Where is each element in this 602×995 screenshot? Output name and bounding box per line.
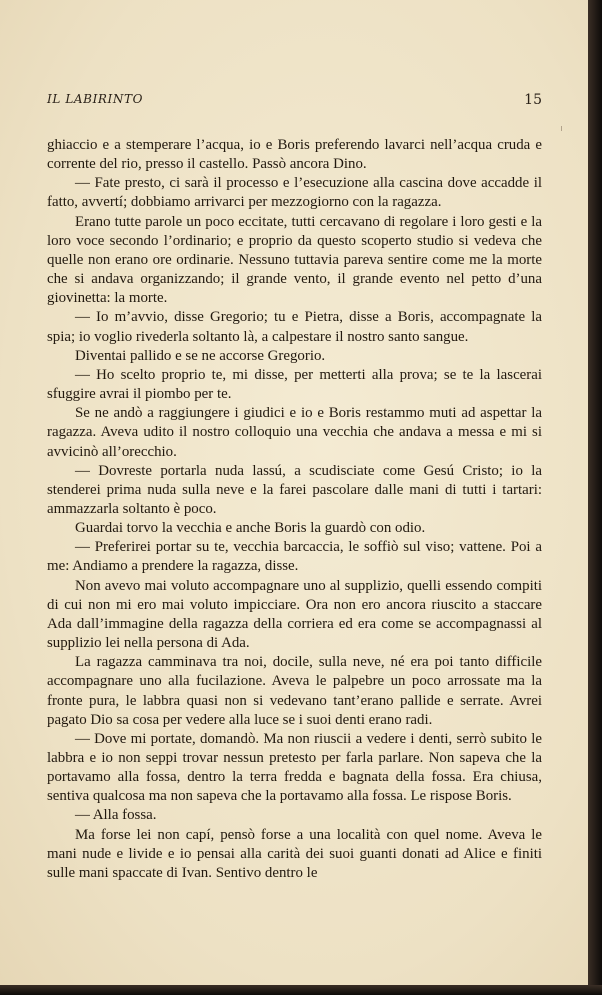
paragraph: Diventai pallido e se ne accorse Gregorio. bbox=[75, 347, 326, 364]
paragraph: — Io m’avvio, disse Gregorio; tu e Pietra, disse a Boris, accompagnate la spia; io voglio rivederla soltanto là, a calpestare il nostro santo sangue. bbox=[47, 309, 542, 345]
chapter-title: IL LABIRINTO bbox=[47, 92, 144, 106]
paper-speck bbox=[561, 126, 562, 131]
paragraph: — Alla fossa. bbox=[75, 807, 157, 824]
paragraph: — Ho scelto proprio te, mi disse, per metterti alla prova; se te la lascerai sfuggire avrai il piombo per te. bbox=[47, 366, 542, 403]
paragraph: — Dovreste portarla nuda lassú, a scudisciate come Gesú Cristo; io la stenderei prima nuda sulla neve e la farei pascolare dalle mani di tutti i tartari: ammazzarla soltanto è poco. bbox=[47, 462, 542, 517]
paragraph: La ragazza camminava tra noi, docile, sulla neve, né era poi tanto difficile accompagnare uno alla fucilazione. Aveva le palpebre un poco arrossate ma la fronte pura, le labbra quasi non si vedevano tant’erano pallide e serrate. Avrei pagato Dio sa cosa per vedere alla luce se i suoi denti erano radi. bbox=[47, 654, 542, 728]
running-header bbox=[47, 92, 542, 110]
paragraph: — Dove mi portate, domandò. Ma non riuscii a vedere i denti, serrò subito le labbra e io non seppi trovar nessun pretesto per farla parlare. Non sapeva che la portavamo alla fossa, dentro la terra fredda e bagnata della fossa. Era chiusa, sentiva qualcosa ma non sapeva che la portavamo alla fossa. Le rispose Boris. bbox=[47, 730, 542, 805]
page-edge-shadow-bottom bbox=[0, 985, 602, 995]
paragraph: Non avevo mai voluto accompagnare uno al supplizio, quelli essendo compiti di cui non mi ero mai voluto impicciare. Ora non ero ancora riuscito a staccare Ada dall’immagine della ragazza della corriera ed era come se accompagnassi al supplizio lei nella persona di Ada. bbox=[47, 577, 542, 652]
page-edge-shadow-right bbox=[588, 0, 602, 995]
page-number: 15 bbox=[524, 92, 542, 108]
paragraph: ghiaccio e a stemperare l’acqua, io e Boris preferendo lavarci nell’acqua cruda e corrente del rio, presso il castello. Passò ancora Dino. bbox=[47, 137, 542, 173]
paragraph: Ma forse lei non capí, pensò forse a una località con quel nome. Aveva le mani nude e livide e io pensai alla carità dei suoi guanti donati ad Alice e finiti sulle mani spaccate di Ivan. Sentivo dentro le bbox=[47, 826, 542, 881]
paragraph: — Fate presto, ci sarà il processo e l’esecuzione alla cascina dove accadde il fatto, avvertí; dobbiamo arrivarci per mezzogiorno con la ragazza. bbox=[47, 175, 542, 211]
paragraph: — Preferirei portar su te, vecchia barcaccia, le soffiò sul viso; vattene. Poi a me: Andiamo a prendere la ragazza, disse. bbox=[47, 539, 542, 575]
paragraph: Se ne andò a raggiungere i giudici e io e Boris restammo muti ad aspettar la ragazza. Aveva udito il nostro colloquio una vecchia che andava a messa e mi si avvicinò all’orecchio. bbox=[47, 405, 542, 460]
body-text bbox=[47, 136, 542, 883]
paragraph: Guardai torvo la vecchia e anche Boris la guardò con odio. bbox=[75, 520, 426, 537]
paragraph: Erano tutte parole un poco eccitate, tutti cercavano di regolare i loro gesti e la loro voce secondo l’ordinario; e proprio da questo scoperto studio si vedeva che quelle non erano ore ordinarie. Nessuno tuttavia pareva sentire come me la morte che si andava organizzando; il grande vento, il grande evento nel petto d’una giovinetta: la morte. bbox=[47, 213, 542, 307]
